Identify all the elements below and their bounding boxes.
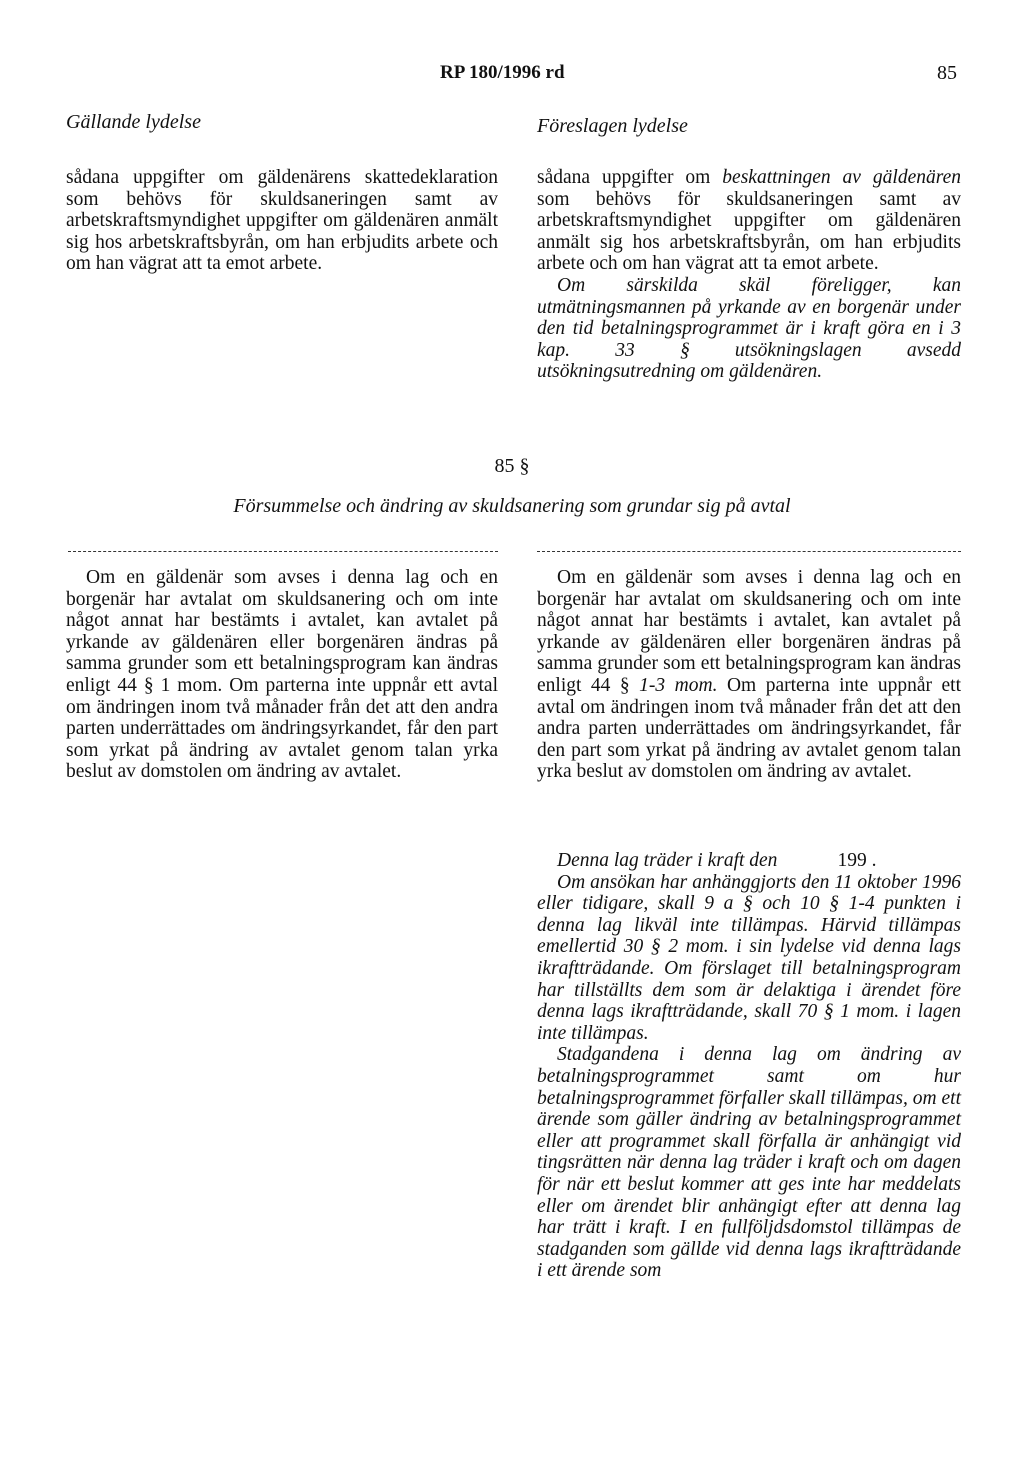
transitional-provisions — [537, 850, 961, 1282]
page-number: 85 — [937, 62, 957, 84]
current-text-top-paragraph: sådana uppgifter om gäldenärens skattedeklaration som behövs för skuldsaneringen samt av arbetskraftsmyndighet uppgifter om gäldenären anmält sig hos arbetskraftsbyrån, om han erbjudits arbete och om han vägrat att ta emot arbete. — [66, 167, 498, 275]
document-reference: RP 180/1996 rd — [440, 62, 565, 83]
proposed-text-body-start: Om en gäldenär som avses i denna lag och en borgenär har avtalat om skuldsanering och om inte något annat har bestämts i avtalet, kan avtalet på yrkande av gäldenären eller borgenären ändras på samma grunder som ett betalningsprogram kan ändras enligt 44 § — [537, 567, 961, 696]
proposed-text-body-rest: Om parterna inte uppnår ett avtal om ändringen inom två månader från det att den andra parten underrättades om ändringsyrkandet, får den part som yrkat på ändring av avtalet genom talan yrka beslut av domstolen om ändring av avtalet. — [537, 674, 961, 783]
proposed-text-top-new-paragraph: Om särskilda skäl föreligger, kan utmätningsmannen på yrkande av en borgenär under den tid betalningsprogrammet är i kraft göra en i 3 kap. 33 § utsökningslagen avsedd utsökningsutredning om gäldenären. — [537, 274, 961, 383]
proposed-text-top-paragraph — [537, 167, 961, 275]
proposed-text-body — [537, 567, 961, 783]
left-column-heading: Gällande lydelse — [66, 111, 201, 133]
transitional-paragraph-2: Stadgandena i denna lag om ändring av betalningsprogrammet samt om hur betalningsprogrammet förfaller skall tillämpas, om ett ärende som gäller ändring av betalningsprogrammet eller att programmet skall förfalla är anhängigt vid tingsrätten när denna lag träder i kraft och om dagen för när ett beslut kommer att ges inte har meddelats eller om ärendet blir anhängigt efter att denna lag har trätt i kraft. I en fullföljdsdomstol tillämpas de stadganden som gällde vid denna lags ikraftträdande i ett ärende som — [537, 1044, 961, 1282]
section-title: Försummelse och ändring av skuldsanering som grundar sig på avtal — [233, 495, 791, 517]
entry-into-force-text: Denna lag träder i kraft den — [557, 850, 778, 871]
right-omission-rule — [537, 551, 961, 552]
proposed-text-top-start: sådana uppgifter om — [537, 167, 723, 188]
proposed-text-body-paragraph — [537, 567, 961, 783]
transitional-paragraph-1: Om ansökan har anhänggjorts den 11 oktober 1996 eller tidigare, skall 9 a § och 10 § 1-4 punkten i denna lag likväl inte tillämpas. Härvid tillämpas emellertid 30 § 2 mom. i sin lydelse vid denna lags ikraftträdande. Om förslaget till betalningsprogram har tillställts dem som är delaktiga i ärendet före denna lags ikraftträdande, skall 70 § 1 mom. i lagen inte tillämpas. — [537, 871, 961, 1044]
proposed-text-top-emphasis: beskattningen av gäldenären — [722, 167, 961, 188]
proposed-text-top — [537, 167, 961, 383]
right-column-heading: Föreslagen lydelse — [537, 115, 688, 137]
left-omission-rule — [68, 551, 498, 552]
current-text-body — [66, 567, 498, 783]
entry-into-force-year: 199 . — [837, 850, 877, 871]
entry-into-force-line — [537, 850, 961, 872]
section-number: 85 § — [494, 455, 530, 477]
current-text-top — [66, 167, 498, 275]
proposed-text-body-emphasis: 1-3 mom. — [639, 674, 718, 696]
current-text-body-paragraph: Om en gäldenär som avses i denna lag och en borgenär har avtalat om skuldsanering och om inte något annat har bestämts i avtalet, kan avtalet på yrkande av gäldenären eller borgenären ändras på samma grunder som ett betalningsprogram kan ändras enligt 44 § 1 mom. Om parterna inte uppnår ett avtal om ändringen inom två månader från det att den andra parten underrättades om ändringsyrkandet, får den part som yrkat på ändring av avtalet genom talan yrka beslut av domstolen om ändring av avtalet. — [66, 567, 498, 783]
proposed-text-top-rest: som behövs för skuldsaneringen samt av arbetskraftsmyndighet uppgifter om gäldenären anmält sig hos arbetskraftsbyrån, om han erbjudits arbete och om han vägrat att ta emot arbete. — [537, 188, 961, 275]
